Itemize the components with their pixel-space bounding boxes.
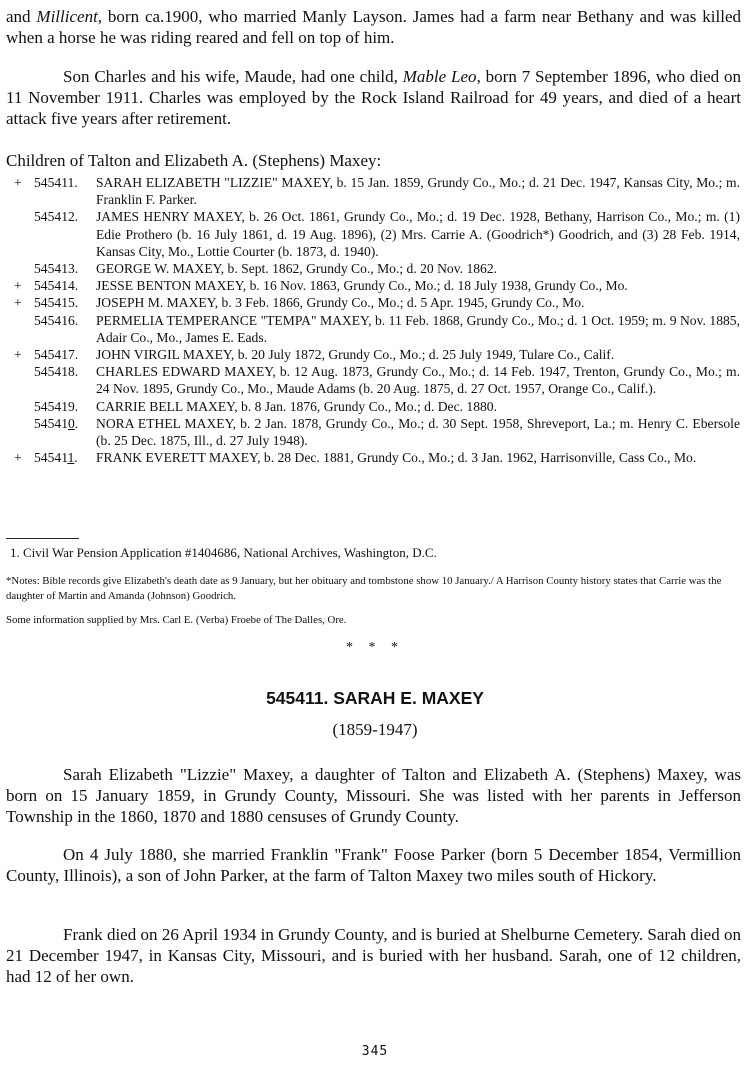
descendant-marker: + bbox=[14, 175, 22, 190]
child-text: CARRIE BELL MAXEY, b. 8 Jan. 1876, Grundy Co., Mo.; d. Dec. 1880. bbox=[96, 398, 498, 414]
child-number: 545413. bbox=[34, 261, 79, 277]
notes-text: *Notes: Bible records give Elizabeth's death date as 9 January, but her obituary and tombstone show 10 January./ A Harrison County history states that Carrie was the daughter of Martin and Amanda (Johnson) Goodrich. bbox=[6, 575, 722, 602]
child-entry bbox=[14, 260, 740, 277]
section-title: 545411. SARAH E. MAXEY bbox=[266, 688, 484, 708]
paragraph-text: , born 7 September 1896, who died on 11 November 1911. Charles was employed by the Rock Island Railroad for 49 years, and died of a heart attack five years after retirement. bbox=[6, 67, 741, 128]
child-entry bbox=[14, 398, 740, 415]
descendant-marker bbox=[14, 415, 34, 449]
child-entry bbox=[14, 208, 740, 260]
child-number: 545414. bbox=[34, 278, 79, 294]
child-text: JAMES HENRY MAXEY, b. 26 Oct. 1861, Grundy Co., Mo.; d. 19 Dec. 1928, Bethany, Harrison Co., Mo.; m. (1) Edie Prothero (b. 16 July 1861, d. 19 Aug. 1896), (2) Mrs. Carrie A. (Goodrich*) Goodrich, and (3) 28 Feb. 1914, Kansas City, Mo., Lottie Courter (b. 1873, d. 1940). bbox=[96, 209, 740, 259]
descendant-marker bbox=[14, 260, 34, 277]
child-text: GEORGE W. MAXEY, b. Sept. 1862, Grundy Co., Mo.; d. 20 Nov. 1862. bbox=[96, 261, 498, 277]
paragraph-text: Son Charles and his wife, Maude, had one child, bbox=[63, 67, 403, 86]
child-text: FRANK EVERETT MAXEY, b. 28 Dec. 1881, Grundy Co., Mo.; d. 3 Jan. 1962, Harrisonville, Cass Co., Mo. bbox=[96, 450, 697, 466]
footnote-1: 1. Civil War Pension Application #1404686, National Archives, Washington, D.C. bbox=[10, 545, 437, 560]
paragraph-text: and bbox=[6, 7, 37, 26]
child-text: NORA ETHEL MAXEY, b. 2 Jan. 1878, Grundy Co., Mo.; d. 30 Sept. 1958, Shreveport, La.; m. Henry C. Ebersole (b. 25 Dec. 1875, Ill., d. 27 July 1948). bbox=[96, 415, 740, 449]
sarah-paragraph-1: Sarah Elizabeth "Lizzie" Maxey, a daughter of Talton and Elizabeth A. (Stephens) Maxey, was born on 15 January 1859, in Grundy County, Missouri. She was listed with her parents in Jefferson Township in the 1860, 1870 and 1880 censuses of Grundy County. bbox=[6, 765, 741, 826]
descendant-marker bbox=[14, 398, 34, 415]
child-number: 545416. bbox=[34, 312, 79, 328]
descendant-marker: + bbox=[14, 347, 22, 363]
paragraph-millicent bbox=[6, 6, 741, 48]
person-name: Mable Leo bbox=[402, 67, 477, 86]
section-dates: (1859-1947) bbox=[332, 720, 418, 739]
section-separator: * * * bbox=[346, 640, 404, 655]
child-number: 545411. bbox=[34, 175, 78, 190]
descendant-marker: + bbox=[14, 278, 22, 294]
child-text: JESSE BENTON MAXEY, b. 16 Nov. 1863, Grundy Co., Mo.; d. 18 July 1938, Grundy Co., Mo. bbox=[96, 278, 628, 294]
children-heading: Children of Talton and Elizabeth A. (Stephens) Maxey: bbox=[6, 151, 382, 170]
child-number: 545415. bbox=[34, 295, 79, 311]
child-text: CHARLES EDWARD MAXEY, b. 12 Aug. 1873, Grundy Co., Mo.; d. 14 Feb. 1947, Trenton, Grundy Co., Mo.; m. 24 Nov. 1895, Grundy Co., Mo., Maude Adams (b. 20 Aug. 1875, d. 27 Oct. 1957, Orange Co., Calif.). bbox=[96, 364, 740, 397]
descendant-marker: + bbox=[14, 450, 22, 466]
child-text: JOHN VIRGIL MAXEY, b. 20 July 1872, Grundy Co., Mo.; d. 25 July 1949, Tulare Co., Calif. bbox=[96, 347, 615, 363]
child-number: 545419. bbox=[34, 398, 79, 414]
child-number: 545412. bbox=[34, 209, 79, 225]
child-number: 545417. bbox=[34, 347, 79, 363]
page-number: 345 bbox=[361, 1044, 389, 1059]
child-entry bbox=[14, 277, 740, 294]
child-entry bbox=[14, 449, 740, 466]
child-number: 545411. bbox=[34, 450, 78, 466]
child-entry bbox=[14, 363, 740, 397]
descendant-marker bbox=[14, 312, 34, 346]
person-name: Millicent bbox=[36, 7, 98, 26]
sarah-paragraph-3: Frank died on 26 April 1934 in Grundy County, and is buried at Shelburne Cemetery. Sarah died on 21 December 1947, in Kansas City, Missouri, and is buried with her husband. Sarah, one of 12 children, had 12 of her own. bbox=[6, 925, 741, 986]
child-number: 545410. bbox=[34, 415, 79, 431]
child-text: JOSEPH M. MAXEY, b. 3 Feb. 1866, Grundy Co., Mo.; d. 5 Apr. 1945, Grundy Co., Mo. bbox=[96, 295, 585, 311]
child-entry bbox=[14, 415, 740, 449]
child-entry bbox=[14, 294, 740, 311]
descendant-marker bbox=[14, 208, 34, 260]
child-entry bbox=[14, 312, 740, 346]
child-text: SARAH ELIZABETH "LIZZIE" MAXEY, b. 15 Jan. 1859, Grundy Co., Mo.; d. 21 Dec. 1947, Kansas City, Mo.; m. Franklin F. Parker. bbox=[96, 175, 740, 208]
sarah-paragraph-2: On 4 July 1880, she married Franklin "Frank" Foose Parker (born 5 December 1854, Vermillion County, Illinois), a son of John Parker, at the farm of Talton Maxey two miles south of Hickory. bbox=[6, 845, 741, 885]
descendant-marker: + bbox=[14, 295, 22, 311]
paragraph-text: , born ca.1900, who married Manly Layson. James had a farm near Bethany and was killed when a horse he was riding reared and fell on top of him. bbox=[6, 7, 741, 47]
supplied-note: Some information supplied by Mrs. Carl E. (Verba) Froebe of The Dalles, Ore. bbox=[6, 614, 347, 626]
child-entry bbox=[14, 346, 740, 363]
child-text: PERMELIA TEMPERANCE "TEMPA" MAXEY, b. 11 Feb. 1868, Grundy Co., Mo.; d. 1 Oct. 1959; m. 9 Nov. 1885, Adair Co., Mo., James E. Eads. bbox=[96, 312, 740, 345]
child-number: 545418. bbox=[34, 364, 79, 380]
child-entry bbox=[14, 174, 740, 208]
footnote-divider bbox=[6, 538, 79, 539]
children-list bbox=[14, 174, 740, 466]
paragraph-charles bbox=[6, 66, 741, 129]
descendant-marker bbox=[14, 363, 34, 397]
